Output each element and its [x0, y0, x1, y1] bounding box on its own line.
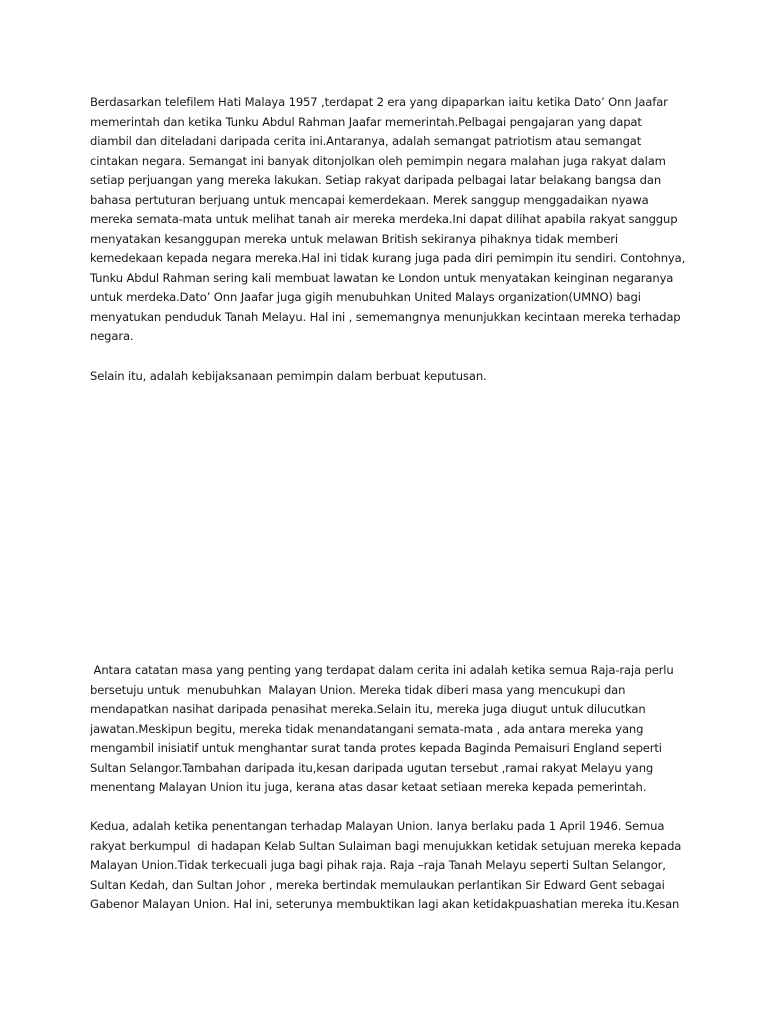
text-line: Sultan Kedah, dan Sultan Johor , mereka bertindak memulaukan perlantikan Sir Edward Gent sebagai [90, 877, 665, 892]
paragraph-intro [90, 93, 690, 347]
text-line: mereka semata-mata untuk melihat tanah air mereka merdeka.Ini dapat dilihat apabila rakyat sanggup [90, 212, 678, 226]
text-line: untuk merdeka.Dato’ Onn Jaafar juga gigih menubuhkan United Malays organization(UMNO) bagi [90, 290, 641, 304]
text-line: Sultan Selangor.Tambahan daripada itu,kesan daripada ugutan tersebut ,ramai rakyat Melayu yang [90, 760, 654, 775]
text-line: mengambil inisiatif untuk menghantar surat tanda protes kepada Baginda Pemaisuri England seperti [90, 741, 662, 755]
text-line: menyatukan penduduk Tanah Melayu. Hal ini , sememangnya menunjukkan kecintaan mereka terhadap [90, 309, 681, 324]
text-line: rakyat berkumpul di hadapan Kelab Sultan Sulaiman bagi menujukkan ketidak setujuan mereka kepada [90, 838, 682, 853]
text-line: menyatakan kesanggupan mereka untuk melawan British sekiranya pihaknya tidak memberi [90, 231, 618, 246]
text-line: diambil dan diteladani daripada cerita ini.Antaranya, adalah semangat patriotism atau semangat [90, 134, 642, 148]
text-line: bahasa pertuturan berjuang untuk mencapai kemerdekaan. Merek sanggup menggadaikan nyawa [90, 192, 649, 207]
text-line: Malayan Union.Tidak terkecuali juga bagi pihak raja. Raja –raja Tanah Melayu seperti Sultan Selangor, [90, 858, 666, 872]
text-line: memerintah dan ketika Tunku Abdul Rahman Jaafar memerintah.Pelbagai pengajaran yang dapat [90, 114, 642, 129]
text-line: mendapatkan nasihat daripada penasihat mereka.Selain itu, mereka juga diugut untuk dilucutkan [90, 702, 646, 716]
text-line: Gabenor Malayan Union. Hal ini, seterunya membuktikan lagi akan ketidakpuashatian mereka itu.Kesan [90, 897, 680, 911]
paragraph-historical-event [90, 661, 690, 798]
text-line: Antara catatan masa yang penting yang terdapat dalam cerita ini adalah ketika semua Raja-raja perlu [90, 663, 674, 677]
text-line: setiap perjuangan yang mereka lakukan. Setiap rakyat daripada pelbagai latar belakang bangsa dan [90, 173, 662, 187]
paragraph-second-point [90, 367, 690, 387]
paragraph-malayan-union-opposition [90, 817, 690, 915]
text-line: negara. [90, 329, 134, 343]
text-line: Tunku Abdul Rahman sering kali membuat lawatan ke London untuk menyatakan keinginan negaranya [90, 270, 674, 285]
text-line: Kedua, adalah ketika penentangan terhadap Malayan Union. Ianya berlaku pada 1 April 1946. Semua [90, 819, 665, 833]
text-line: jawatan.Meskipun begitu, mereka tidak menandatangani semata-mata , ada antara mereka yang [90, 721, 644, 736]
text-line: Berdasarkan telefilem Hati Malaya 1957 ,terdapat 2 era yang dipaparkan iaitu ketika Dato’ Onn Jaafar [90, 95, 668, 109]
text-line: kemedekaan kepada negara mereka.Hal ini tidak kurang juga pada diri pemimpin itu sendiri. Contohnya, [90, 251, 686, 265]
text-line: cintakan negara. Semangat ini banyak ditonjolkan oleh pemimpin negara malahan juga rakyat dalam [90, 153, 666, 168]
text-line: bersetuju untuk menubuhkan Malayan Union. Mereka tidak diberi masa yang mencukupi dan [90, 682, 626, 697]
text-line: Selain itu, adalah kebijaksanaan pemimpin dalam berbuat keputusan. [90, 369, 487, 383]
text-line: menentang Malayan Union itu juga, kerana atas dasar ketaat setiaan mereka kepada pemerintah. [90, 780, 647, 794]
